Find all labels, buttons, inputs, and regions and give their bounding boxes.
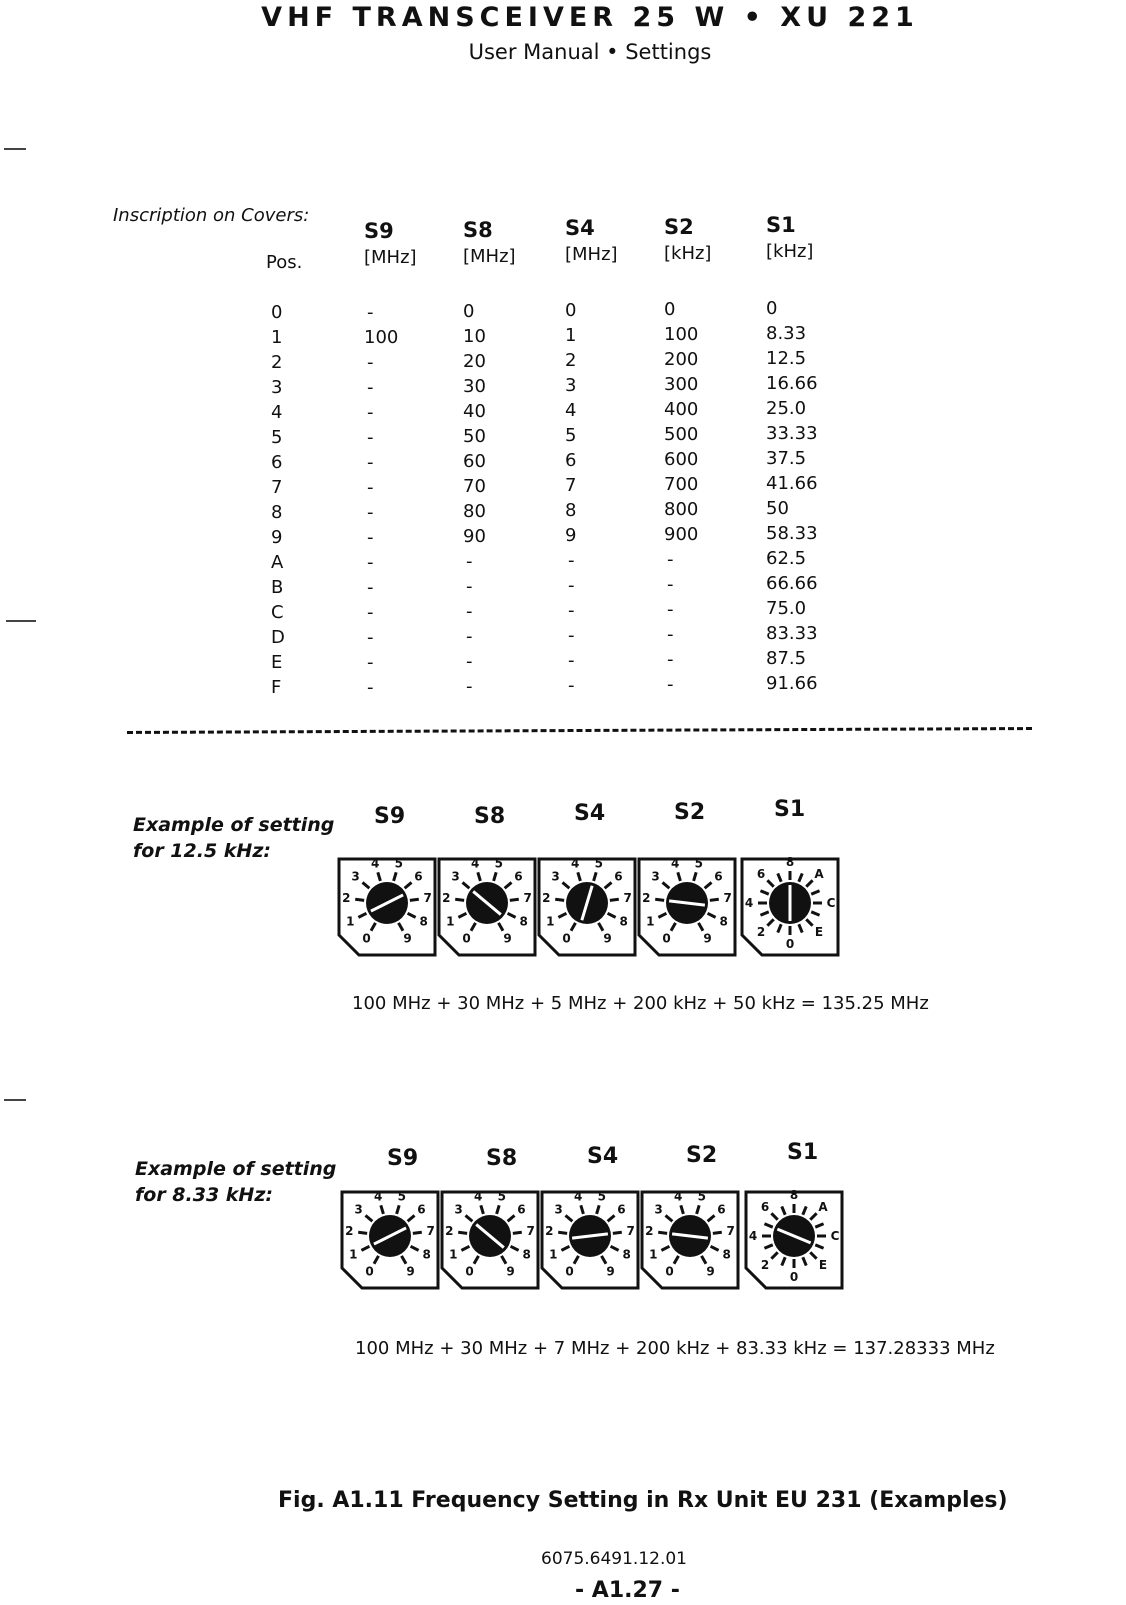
margin-mark <box>4 148 26 150</box>
table-cell: - <box>568 575 575 596</box>
dial-position-label: 9 <box>703 931 712 946</box>
dial-position-label: 1 <box>546 914 555 929</box>
example-switch-label-s2: S2 <box>686 1143 718 1168</box>
table-pos-cell: E <box>271 652 283 673</box>
table-pos-cell: 9 <box>271 527 283 548</box>
dial-position-label: 7 <box>523 891 532 906</box>
table-cell: 25.0 <box>766 398 807 419</box>
dial-position-label: 4 <box>474 1189 483 1204</box>
rotary-switch-s2 <box>640 1190 740 1292</box>
dial-position-label: 6 <box>717 1202 726 1217</box>
table-cell: 100 <box>664 324 699 345</box>
table-cell: 83.33 <box>766 623 818 644</box>
table-cell: - <box>466 651 473 672</box>
dial-position-label: 0 <box>662 931 671 946</box>
figure-caption: Fig. A1.11 Frequency Setting in Rx Unit EU 231 (Examples) <box>278 1488 1008 1513</box>
dial-tick <box>455 899 464 900</box>
dial-position-label: 8 <box>519 914 528 929</box>
dial-position-label: 8 <box>619 914 628 929</box>
table-cell: 600 <box>664 449 699 470</box>
rotary-switch-s1 <box>744 1190 844 1292</box>
dial-position-label: 2 <box>345 1224 354 1239</box>
rotary-switch-s2 <box>637 857 737 959</box>
dial-position-label: 0 <box>362 931 371 946</box>
table-pos-cell: 2 <box>271 352 283 373</box>
table-cell: 33.33 <box>766 423 818 444</box>
table-cell: - <box>568 675 575 696</box>
dial-position-label: 3 <box>351 869 360 884</box>
dial-position-label: 6 <box>417 1202 426 1217</box>
table-cell: - <box>667 649 674 670</box>
dial-position-label: 3 <box>451 869 460 884</box>
dial-position-label: 3 <box>551 869 560 884</box>
table-cell: 37.5 <box>766 448 807 469</box>
table-cell: 75.0 <box>766 598 807 619</box>
table-cell: - <box>367 577 374 598</box>
dial-position-label: 7 <box>426 1224 435 1239</box>
example-label-line1: Example of setting <box>135 1158 337 1180</box>
table-cell: 4 <box>565 400 577 421</box>
table-cell: 10 <box>463 326 486 347</box>
dial-position-label: 1 <box>549 1247 558 1262</box>
dial-tick <box>710 899 719 900</box>
table-cell: 12.5 <box>766 348 807 369</box>
rotary-switch-s8 <box>437 857 537 959</box>
table-cell: 91.66 <box>766 673 818 694</box>
table-cell: 80 <box>463 501 486 522</box>
table-pos-cell: 5 <box>271 427 283 448</box>
dial-tick <box>510 899 519 900</box>
dial-tick <box>555 899 564 900</box>
dial-position-label: 6 <box>414 869 423 884</box>
dial-position-label: 9 <box>506 1264 515 1279</box>
table-cell: 700 <box>664 474 699 495</box>
dial-position-label: 5 <box>494 856 503 871</box>
example-switch-label-s8: S8 <box>486 1146 518 1171</box>
table-cell: - <box>367 552 374 573</box>
dial-position-label: A <box>814 867 824 882</box>
dial-position-label: 6 <box>514 869 523 884</box>
dial-tick <box>410 899 419 900</box>
dial-position-label: 4 <box>748 1229 758 1243</box>
dial-position-label: 5 <box>397 1189 406 1204</box>
dial-position-label: 9 <box>606 1264 615 1279</box>
example-switch-label-s1: S1 <box>774 797 806 822</box>
dial-position-label: 3 <box>651 869 660 884</box>
dial-position-label: 8 <box>419 914 428 929</box>
dial-position-label: A <box>818 1200 828 1215</box>
table-cell: - <box>667 674 674 695</box>
dial-position-label: 6 <box>517 1202 526 1217</box>
table-cell: 6 <box>565 450 577 471</box>
table-cell: 87.5 <box>766 648 807 669</box>
table-cell: 30 <box>463 376 486 397</box>
dial-position-label: 6 <box>756 867 766 882</box>
dial-position-label: 2 <box>760 1257 770 1272</box>
dial-position-label: 7 <box>726 1224 735 1239</box>
dial-position-label: 5 <box>697 1189 706 1204</box>
table-cell: 500 <box>664 424 699 445</box>
document-title: VHF TRANSCEIVER 25 W • XU 221 <box>261 2 919 33</box>
table-pos-cell: F <box>271 677 282 698</box>
margin-mark <box>6 620 36 622</box>
table-cell: - <box>667 549 674 570</box>
dial-position-label: 1 <box>349 1247 358 1262</box>
dial-position-label: 9 <box>706 1264 715 1279</box>
dial-tick <box>558 1232 567 1233</box>
dial-position-label: 0 <box>465 1264 474 1279</box>
example-label-line2: for 8.33 kHz: <box>135 1184 273 1206</box>
dial-position-label: 6 <box>714 869 723 884</box>
col-unit-s9: [MHz] <box>364 247 417 268</box>
example-switch-label-s9: S9 <box>387 1146 419 1171</box>
table-cell: 8.33 <box>766 323 807 344</box>
table-cell: 5 <box>565 425 577 446</box>
rotary-switch-s1 <box>740 857 840 959</box>
table-cell: - <box>367 302 374 323</box>
table-cell: 0 <box>664 299 676 320</box>
table-cell: - <box>367 502 374 523</box>
table-cell: 90 <box>463 526 486 547</box>
dial-position-label: 5 <box>694 856 703 871</box>
table-cell: - <box>367 677 374 698</box>
dial-position-label: 6 <box>760 1200 770 1215</box>
dial-position-label: 8 <box>785 855 795 869</box>
dial-position-label: 8 <box>722 1247 731 1262</box>
dial-position-label: 3 <box>354 1202 363 1217</box>
dashed-divider <box>127 727 1032 734</box>
dial-position-label: 4 <box>671 856 680 871</box>
dial-position-label: E <box>814 924 824 939</box>
dial-position-label: 3 <box>454 1202 463 1217</box>
dial-tick <box>413 1232 422 1233</box>
dial-position-label: 2 <box>342 891 351 906</box>
table-cell: 9 <box>565 525 577 546</box>
table-cell: 16.66 <box>766 373 818 394</box>
example-switch-label-s8: S8 <box>474 804 506 829</box>
dial-position-label: 1 <box>346 914 355 929</box>
dial-position-label: 4 <box>574 1189 583 1204</box>
dial-position-label: 2 <box>642 891 651 906</box>
margin-mark <box>4 1099 26 1101</box>
table-cell: - <box>367 652 374 673</box>
example-formula: 100 MHz + 30 MHz + 5 MHz + 200 kHz + 50 kHz = 135.25 MHz <box>352 993 929 1014</box>
dial-position-label: 7 <box>423 891 432 906</box>
col-header-s1: S1 <box>766 213 796 237</box>
page-number: - A1.27 - <box>575 1578 680 1603</box>
table-cell: - <box>466 576 473 597</box>
dial-position-label: 2 <box>445 1224 454 1239</box>
dial-position-label: 7 <box>623 891 632 906</box>
dial-tick <box>655 899 664 900</box>
dial-position-label: 3 <box>654 1202 663 1217</box>
table-pos-cell: 8 <box>271 502 283 523</box>
table-cell: - <box>466 601 473 622</box>
table-cell: 60 <box>463 451 486 472</box>
dial-position-label: 9 <box>603 931 612 946</box>
table-cell: - <box>367 427 374 448</box>
table-cell: - <box>367 527 374 548</box>
dial-position-label: 5 <box>394 856 403 871</box>
table-cell: 1 <box>565 325 577 346</box>
table-cell: 62.5 <box>766 548 807 569</box>
table-pos-cell: 1 <box>271 327 283 348</box>
dial-tick <box>610 899 619 900</box>
rotary-switch-s9 <box>337 857 437 959</box>
dial-position-label: C <box>830 1229 840 1243</box>
dial-position-label: 9 <box>503 931 512 946</box>
pos-header: Pos. <box>266 252 303 273</box>
dial-position-label: 0 <box>462 931 471 946</box>
table-cell: 300 <box>664 374 699 395</box>
table-cell: - <box>667 599 674 620</box>
dial-position-label: 2 <box>442 891 451 906</box>
col-header-s4: S4 <box>565 216 595 240</box>
dial-position-label: 8 <box>422 1247 431 1262</box>
table-cell: 200 <box>664 349 699 370</box>
col-unit-s4: [MHz] <box>565 244 618 265</box>
table-pos-cell: 7 <box>271 477 283 498</box>
dial-position-label: 4 <box>744 896 754 910</box>
dial-position-label: 0 <box>365 1264 374 1279</box>
dial-position-label: 3 <box>554 1202 563 1217</box>
table-cell: - <box>466 676 473 697</box>
col-unit-s2: [kHz] <box>664 243 712 264</box>
table-cell: - <box>367 352 374 373</box>
dial-position-label: 9 <box>406 1264 415 1279</box>
table-cell: 41.66 <box>766 473 818 494</box>
table-cell: 66.66 <box>766 573 818 594</box>
dial-position-label: 8 <box>789 1188 799 1202</box>
table-cell: - <box>367 402 374 423</box>
dial-position-label: 2 <box>542 891 551 906</box>
table-cell: 100 <box>364 327 399 348</box>
table-pos-cell: 6 <box>271 452 283 473</box>
example-label-line2: for 12.5 kHz: <box>133 840 271 862</box>
table-cell: 40 <box>463 401 486 422</box>
document-subtitle: User Manual • Settings <box>468 40 712 64</box>
table-cell: - <box>367 477 374 498</box>
rotary-switch-s9 <box>340 1190 440 1292</box>
dial-tick <box>458 1232 467 1233</box>
dial-position-label: 1 <box>446 914 455 929</box>
table-cell: 400 <box>664 399 699 420</box>
dial-position-label: C <box>826 896 836 910</box>
dial-position-label: 4 <box>371 856 380 871</box>
dial-position-label: 6 <box>614 869 623 884</box>
dial-position-label: 8 <box>622 1247 631 1262</box>
dial-tick <box>613 1232 622 1233</box>
col-header-s2: S2 <box>664 215 694 239</box>
dial-position-label: 8 <box>522 1247 531 1262</box>
example-switch-label-s4: S4 <box>587 1144 619 1169</box>
table-cell: - <box>568 550 575 571</box>
example-switch-label-s9: S9 <box>374 804 406 829</box>
table-cell: - <box>367 627 374 648</box>
table-cell: 50 <box>766 498 789 519</box>
table-cell: - <box>568 650 575 671</box>
table-pos-cell: 3 <box>271 377 283 398</box>
table-cell: 8 <box>565 500 577 521</box>
dial-position-label: 8 <box>719 914 728 929</box>
dial-position-label: 6 <box>617 1202 626 1217</box>
rotary-switch-s8 <box>440 1190 540 1292</box>
table-pos-cell: D <box>271 627 285 648</box>
dial-position-label: 5 <box>497 1189 506 1204</box>
table-cell: - <box>466 626 473 647</box>
dial-position-label: 0 <box>785 937 795 951</box>
document-number: 6075.6491.12.01 <box>541 1549 688 1569</box>
dial-position-label: E <box>818 1257 828 1272</box>
col-unit-s1: [kHz] <box>766 241 814 262</box>
table-cell: - <box>568 625 575 646</box>
dial-position-label: 5 <box>597 1189 606 1204</box>
table-cell: 3 <box>565 375 577 396</box>
dial-position-label: 9 <box>403 931 412 946</box>
col-unit-s8: [MHz] <box>463 246 516 267</box>
table-cell: - <box>667 624 674 645</box>
table-pos-cell: C <box>271 602 284 623</box>
table-cell: - <box>367 377 374 398</box>
dial-position-label: 4 <box>471 856 480 871</box>
table-cell: 0 <box>565 300 577 321</box>
dial-position-label: 1 <box>646 914 655 929</box>
table-cell: - <box>667 574 674 595</box>
rotary-switch-s4 <box>540 1190 640 1292</box>
table-pos-cell: 0 <box>271 302 283 323</box>
rotary-switch-s4 <box>537 857 637 959</box>
dial-tick <box>355 899 364 900</box>
dial-tick <box>513 1232 522 1233</box>
table-cell: - <box>367 452 374 473</box>
example-switch-label-s2: S2 <box>674 800 706 825</box>
dial-position-label: 4 <box>374 1189 383 1204</box>
table-cell: - <box>367 602 374 623</box>
dial-position-label: 4 <box>674 1189 683 1204</box>
table-cell: 20 <box>463 351 486 372</box>
table-cell: 58.33 <box>766 523 818 544</box>
dial-position-label: 0 <box>565 1264 574 1279</box>
table-cell: - <box>466 551 473 572</box>
table-pos-cell: B <box>271 577 284 598</box>
dial-position-label: 2 <box>756 924 766 939</box>
col-header-s9: S9 <box>364 219 394 243</box>
dial-position-label: 5 <box>594 856 603 871</box>
inscription-label: Inscription on Covers: <box>113 205 310 226</box>
table-cell: 50 <box>463 426 486 447</box>
table-cell: - <box>568 600 575 621</box>
table-cell: 2 <box>565 350 577 371</box>
table-cell: 900 <box>664 524 699 545</box>
example-switch-label-s1: S1 <box>787 1140 819 1165</box>
dial-position-label: 7 <box>723 891 732 906</box>
dial-position-label: 7 <box>526 1224 535 1239</box>
table-pos-cell: A <box>271 552 284 573</box>
dial-position-label: 2 <box>545 1224 554 1239</box>
dial-position-label: 0 <box>562 931 571 946</box>
dial-position-label: 0 <box>789 1270 799 1284</box>
table-pos-cell: 4 <box>271 402 283 423</box>
dial-position-label: 1 <box>449 1247 458 1262</box>
table-cell: 800 <box>664 499 699 520</box>
dial-position-label: 4 <box>571 856 580 871</box>
dial-tick <box>358 1232 367 1233</box>
example-switch-label-s4: S4 <box>574 801 606 826</box>
table-cell: 0 <box>766 298 778 319</box>
example-label-line1: Example of setting <box>133 814 335 836</box>
dial-position-label: 2 <box>645 1224 654 1239</box>
dial-position-label: 1 <box>649 1247 658 1262</box>
dial-position-label: 7 <box>626 1224 635 1239</box>
table-cell: 7 <box>565 475 577 496</box>
example-formula: 100 MHz + 30 MHz + 7 MHz + 200 kHz + 83.33 kHz = 137.28333 MHz <box>355 1338 995 1359</box>
col-header-s8: S8 <box>463 218 493 242</box>
dial-tick <box>713 1232 722 1233</box>
dial-position-label: 0 <box>665 1264 674 1279</box>
dial-tick <box>658 1232 667 1233</box>
table-cell: 0 <box>463 301 475 322</box>
table-cell: 70 <box>463 476 486 497</box>
